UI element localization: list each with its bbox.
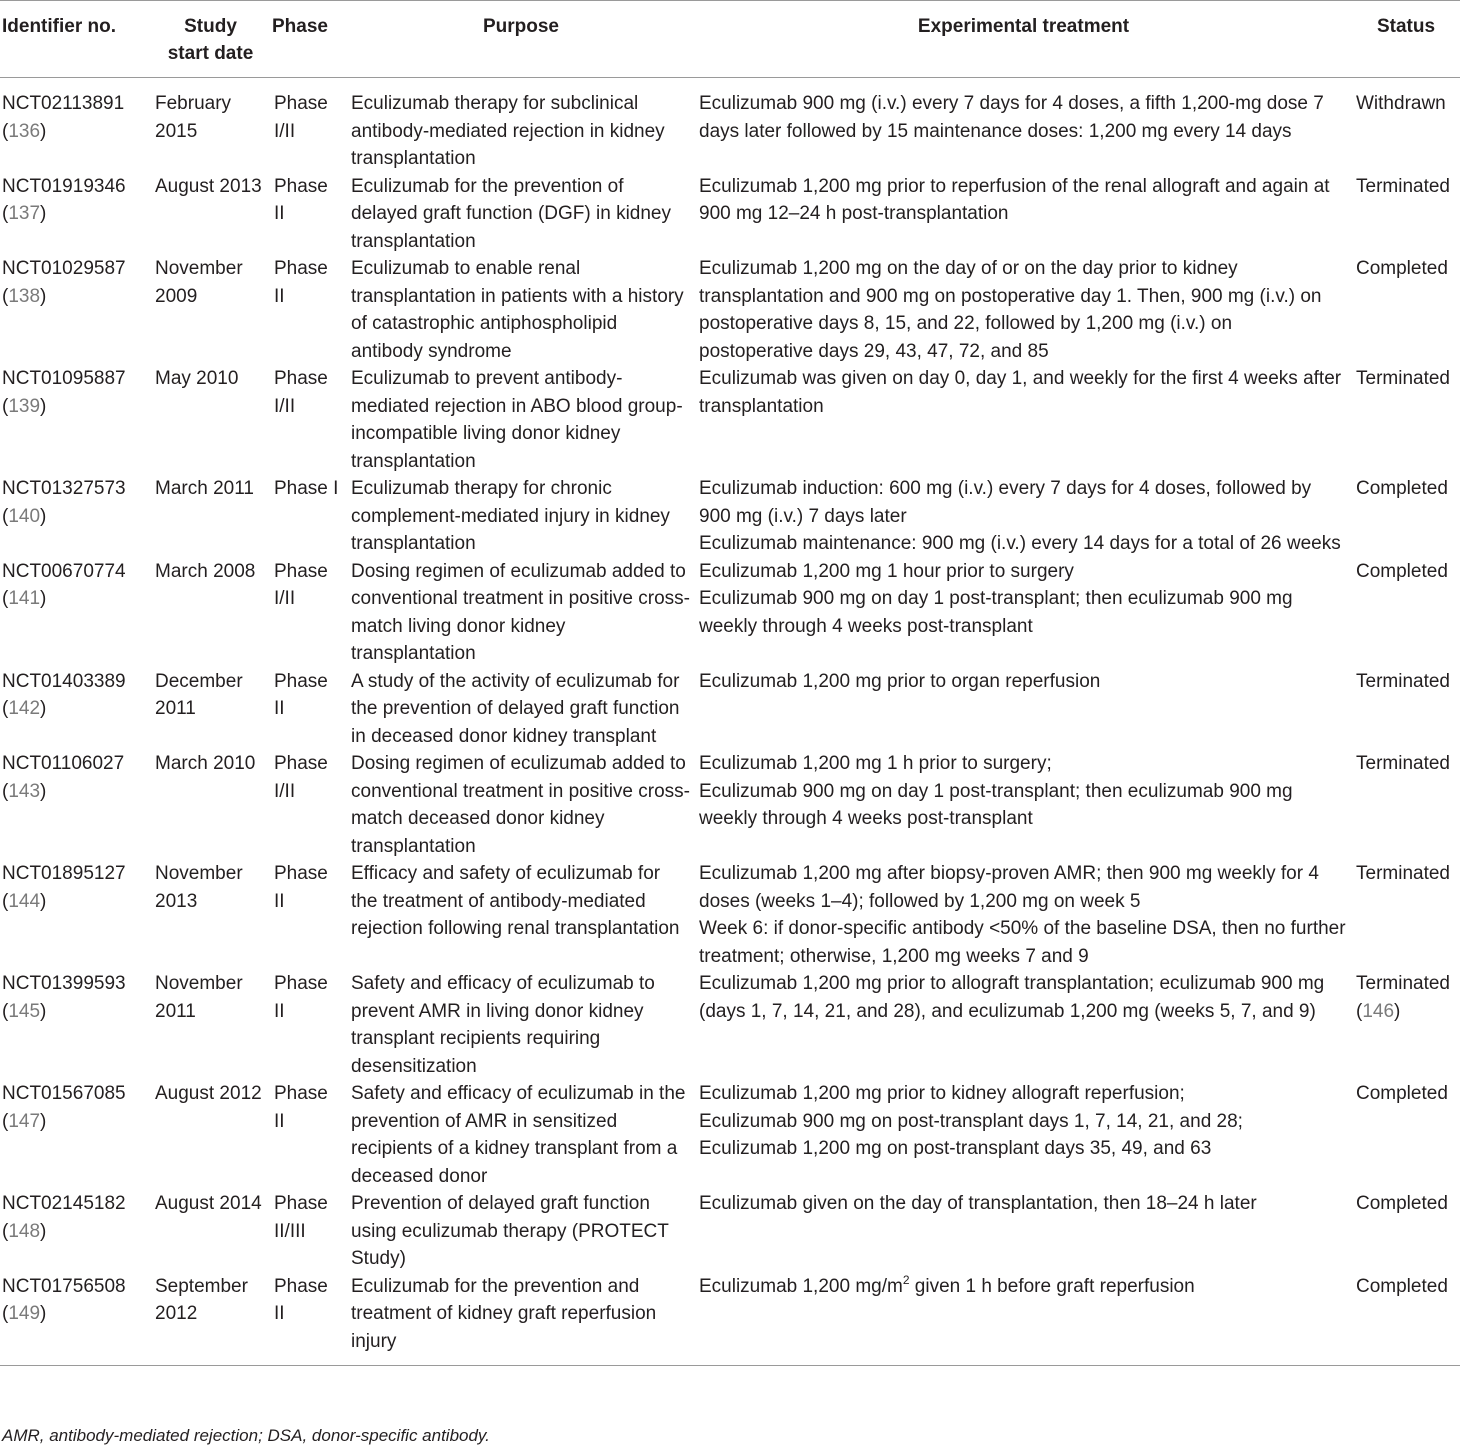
status-text: Completed: [1356, 1083, 1448, 1104]
superscript: 2: [902, 1272, 910, 1287]
cell-status: [1352, 1080, 1460, 1190]
table-row: [0, 255, 1460, 365]
treatment-text: given 1 h before graft reperfusion: [909, 1275, 1195, 1297]
cell-phase: Phase II: [274, 973, 328, 1022]
cell-start-date: September 2012: [155, 1275, 248, 1324]
cell-treatment: [695, 668, 1352, 751]
identifier-number: NCT01095887: [2, 368, 126, 389]
cell-purpose: Eculizumab for the prevention of delayed graft function (DGF) in kidney transplantation: [351, 175, 671, 252]
cell-treatment: [695, 255, 1352, 365]
identifier-number: NCT01106027: [2, 753, 125, 774]
cell-status: [1352, 78, 1460, 173]
cell-start-date: November 2009: [155, 258, 243, 307]
cell-purpose: Eculizumab therapy for subclinical antibody-mediated rejection in kidney transplantation: [351, 93, 665, 169]
cell-treatment: [695, 365, 1352, 475]
reference-link[interactable]: 148: [8, 1220, 41, 1242]
status-text: Terminated: [1356, 863, 1450, 884]
cell-treatment: [695, 475, 1352, 558]
cell-start-date: March 2011: [155, 478, 254, 499]
cell-status: [1352, 173, 1460, 256]
header-status: Status: [1376, 16, 1436, 37]
identifier-number: NCT01567085: [2, 1083, 126, 1104]
cell-purpose: Safety and efficacy of eculizumab in the prevention of AMR in sensitized recipients of a kidney transplant from a deceased donor: [351, 1083, 686, 1187]
status-text: Completed: [1356, 560, 1448, 582]
cell-start-date: May 2010: [155, 368, 239, 389]
cell-phase: Phase II: [274, 670, 328, 719]
cell-identifier: NCT01919346 (137): [2, 175, 126, 224]
treatment-line: Eculizumab 1,200 mg after biopsy-proven AMR; then 900 mg weekly for 4 doses (weeks 1–4); followed by 1,200 mg on week 5: [699, 863, 1319, 912]
cell-purpose: Efficacy and safety of eculizumab for the treatment of antibody-mediated rejection following renal transplantation: [351, 863, 680, 939]
cell-phase: Phase II: [274, 1083, 328, 1132]
identifier-number: NCT01756508: [2, 1275, 126, 1297]
cell-identifier: NCT01567085 (147): [2, 1083, 126, 1132]
cell-phase: Phase II: [274, 863, 328, 912]
identifier-number: NCT01029587: [2, 258, 126, 279]
table-row: [0, 365, 1460, 475]
cell-identifier: NCT01895127 (144): [2, 863, 126, 912]
cell-treatment: [695, 173, 1352, 256]
status-text: Terminated: [1356, 368, 1450, 389]
cell-purpose: A study of the activity of eculizumab for the prevention of delayed graft function in deceased donor kidney transplant: [351, 670, 680, 747]
cell-start-date: March 2010: [155, 753, 256, 774]
identifier-number: NCT01403389: [2, 670, 126, 692]
identifier-number: NCT01895127: [2, 863, 126, 884]
cell-purpose: Eculizumab therapy for chronic complement-mediated injury in kidney transplantation: [351, 478, 670, 554]
cell-start-date: March 2008: [155, 560, 256, 582]
identifier-number: NCT01399593: [2, 973, 126, 994]
table-row: [0, 668, 1460, 751]
cell-treatment: [695, 1273, 1352, 1366]
cell-treatment: [695, 1080, 1352, 1190]
cell-status: [1352, 1190, 1460, 1273]
treatment-line: Eculizumab 1,200 mg on the day of or on the day prior to kidney transplantation and 900 mg on postoperative day 1. Then, 900 mg (i.v.) on postoperative days 8, 15, and 22, followed by 1,200 mg (i.v.) on postoperative days 29, 43, 47, 72, and 85: [699, 258, 1322, 362]
table-row: [0, 1273, 1460, 1366]
cell-start-date: December 2011: [155, 670, 243, 719]
cell-start-date: February 2015: [155, 93, 232, 142]
cell-start-date: November 2011: [155, 973, 243, 1022]
reference-link[interactable]: 149: [8, 1303, 41, 1324]
header-identifier: Identifier no.: [2, 16, 116, 37]
reference-link[interactable]: 137: [8, 203, 41, 224]
cell-phase: Phase II: [274, 258, 328, 307]
cell-treatment: [695, 860, 1352, 970]
cell-phase: Phase I/II: [274, 368, 328, 417]
reference-link[interactable]: 136: [8, 120, 41, 142]
table-row: [0, 970, 1460, 1080]
cell-treatment: [695, 1190, 1352, 1273]
status-text: Withdrawn: [1356, 93, 1446, 114]
table-row: [0, 1080, 1460, 1190]
cell-phase: Phase II/III: [274, 1193, 328, 1242]
cell-purpose: Eculizumab for the prevention and treatment of kidney graft reperfusion injury: [351, 1275, 657, 1352]
status-text: Terminated: [1356, 753, 1450, 774]
header-phase: Phase: [272, 16, 328, 37]
cell-identifier: NCT02113891 (136): [2, 93, 125, 142]
cell-identifier: NCT02145182 (148): [2, 1193, 126, 1242]
cell-status: [1352, 365, 1460, 475]
cell-start-date: November 2013: [155, 863, 243, 912]
cell-identifier: NCT01106027 (143): [2, 753, 125, 802]
table-row: [0, 750, 1460, 860]
table-body: [0, 78, 1460, 1366]
table-footnote: AMR, antibody-mediated rejection; DSA, donor-specific antibody.: [2, 1426, 490, 1445]
table-header-row: [0, 1, 1460, 78]
cell-identifier: NCT00670774 (141): [2, 560, 126, 609]
header-purpose: Purpose: [482, 16, 560, 37]
cell-phase: Phase II: [274, 1275, 328, 1324]
identifier-number: NCT01919346: [2, 175, 126, 197]
reference-link[interactable]: 147: [8, 1110, 41, 1132]
header-start-date: Study start date: [167, 16, 254, 64]
status-text: Terminated: [1356, 670, 1450, 692]
treatment-line: Eculizumab induction: 600 mg (i.v.) every 7 days for 4 doses, followed by 900 mg (i.v.) 7 days later: [699, 478, 1312, 527]
status-text: Terminated: [1356, 175, 1450, 197]
treatment-line: Eculizumab 1,200 mg prior to kidney allograft reperfusion;: [699, 1083, 1185, 1104]
cell-phase: Phase I/II: [274, 560, 328, 609]
treatment-line: Eculizumab 900 mg on post-transplant days 1, 7, 14, 21, and 28;: [699, 1110, 1243, 1132]
reference-link[interactable]: 138: [8, 285, 41, 307]
cell-status: [1352, 668, 1460, 751]
cell-purpose: Dosing regimen of eculizumab added to conventional treatment in positive cross-match deceased donor kidney transplantation: [351, 753, 690, 857]
cell-treatment: [695, 750, 1352, 860]
cell-purpose: Prevention of delayed graft function using eculizumab therapy (PROTECT Study): [351, 1193, 669, 1269]
header-treatment: Experimental treatment: [917, 16, 1130, 37]
cell-phase: Phase I/II: [274, 93, 328, 142]
status-text: Completed: [1356, 1193, 1448, 1214]
identifier-number: NCT00670774: [2, 560, 126, 582]
reference-link[interactable]: 144: [8, 890, 41, 912]
cell-purpose: Safety and efficacy of eculizumab to prevent AMR in living donor kidney transplant recipients requiring desensitization: [351, 973, 655, 1077]
table-row: [0, 558, 1460, 668]
cell-purpose: Eculizumab to enable renal transplantation in patients with a history of catastrophic antiphospholipid antibody syndrome: [351, 258, 684, 362]
cell-status: [1352, 475, 1460, 558]
table-row: [0, 173, 1460, 256]
treatment-line: Eculizumab 900 mg on day 1 post-transplant; then eculizumab 900 mg weekly through 4 weeks post-transplant: [699, 780, 1293, 829]
treatment-line: Eculizumab was given on day 0, day 1, and weekly for the first 4 weeks after transplantation: [699, 368, 1342, 417]
treatment-line: Eculizumab 1,200 mg 1 hour prior to surgery: [699, 560, 1074, 582]
cell-treatment: [695, 970, 1352, 1080]
treatment-line: Eculizumab given on the day of transplantation, then 18–24 h later: [699, 1193, 1257, 1214]
treatment-line: Eculizumab 1,200 mg prior to organ reperfusion: [699, 670, 1101, 692]
cell-status: [1352, 860, 1460, 970]
cell-identifier: NCT01756508 (149): [2, 1275, 126, 1324]
treatment-line: Eculizumab maintenance: 900 mg (i.v.) every 14 days for a total of 26 weeks: [699, 533, 1341, 554]
table-row: [0, 78, 1460, 173]
cell-identifier: NCT01327573 (140): [2, 478, 126, 527]
identifier-number: NCT02145182: [2, 1193, 126, 1214]
treatment-line: Eculizumab 1,200 mg prior to allograft transplantation; eculizumab 900 mg (days 1, 7, 14, 21, and 28), and eculizumab 1,200 mg (weeks 5, 7, and 9): [699, 973, 1325, 1022]
cell-treatment: [695, 558, 1352, 668]
treatment-line: Eculizumab 1,200 mg prior to reperfusion of the renal allograft and again at 900 mg 12–24 h post-transplantation: [699, 175, 1330, 224]
reference-link[interactable]: 145: [8, 1000, 41, 1022]
reference-link[interactable]: 141: [8, 588, 41, 609]
cell-start-date: August 2014: [155, 1193, 262, 1214]
status-text: Completed: [1356, 258, 1448, 279]
cell-status: [1352, 750, 1460, 860]
table-row: [0, 1190, 1460, 1273]
identifier-number: NCT02113891: [2, 93, 125, 114]
identifier-number: NCT01327573: [2, 478, 126, 499]
treatment-text: Eculizumab 1,200 mg/m: [699, 1275, 903, 1297]
status-text: Terminated: [1356, 973, 1450, 994]
status-text: Completed: [1356, 1275, 1448, 1297]
cell-identifier: NCT01029587 (138): [2, 258, 126, 307]
cell-phase: Phase II: [274, 175, 328, 224]
cell-start-date: August 2012: [155, 1083, 262, 1104]
treatment-line: Eculizumab 900 mg (i.v.) every 7 days for 4 doses, a fifth 1,200-mg dose 7 days later followed by 15 maintenance doses: 1,200 mg every 14 days: [699, 93, 1324, 142]
treatment-line: Eculizumab 1,200 mg 1 h prior to surgery;: [699, 753, 1052, 774]
cell-start-date: August 2013: [155, 175, 262, 197]
cell-phase: Phase I: [274, 478, 339, 499]
cell-purpose: Eculizumab to prevent antibody-mediated rejection in ABO blood group-incompatible living donor kidney transplantation: [351, 368, 683, 472]
table-row: [0, 860, 1460, 970]
cell-identifier: NCT01399593 (145): [2, 973, 126, 1022]
cell-purpose: Dosing regimen of eculizumab added to conventional treatment in positive cross-match living donor kidney transplantation: [351, 560, 690, 664]
status-text: Completed: [1356, 478, 1448, 499]
cell-identifier: NCT01095887 (139): [2, 368, 126, 417]
cell-status: [1352, 558, 1460, 668]
cell-status: [1352, 1273, 1460, 1366]
reference-link[interactable]: 142: [8, 698, 41, 719]
cell-status: [1352, 255, 1460, 365]
reference-link[interactable]: 143: [8, 780, 41, 802]
treatment-line: [699, 1273, 1348, 1301]
treatment-line: Eculizumab 900 mg on day 1 post-transplant; then eculizumab 900 mg weekly through 4 weeks post-transplant: [699, 588, 1293, 637]
cell-phase: Phase I/II: [274, 753, 328, 802]
table-row: [0, 475, 1460, 558]
cell-status: Terminated (146): [1356, 973, 1450, 1022]
cell-treatment: [695, 78, 1352, 173]
reference-link[interactable]: 140: [8, 505, 41, 527]
cell-identifier: NCT01403389 (142): [2, 670, 126, 719]
reference-link[interactable]: 139: [8, 395, 41, 417]
treatment-line: Eculizumab 1,200 mg on post-transplant days 35, 49, and 63: [699, 1138, 1212, 1159]
reference-link[interactable]: 146: [1362, 1000, 1395, 1022]
treatment-line: Week 6: if donor-specific antibody <50% of the baseline DSA, then no further treatment; otherwise, 1,200 mg weeks 7 and 9: [699, 918, 1346, 967]
